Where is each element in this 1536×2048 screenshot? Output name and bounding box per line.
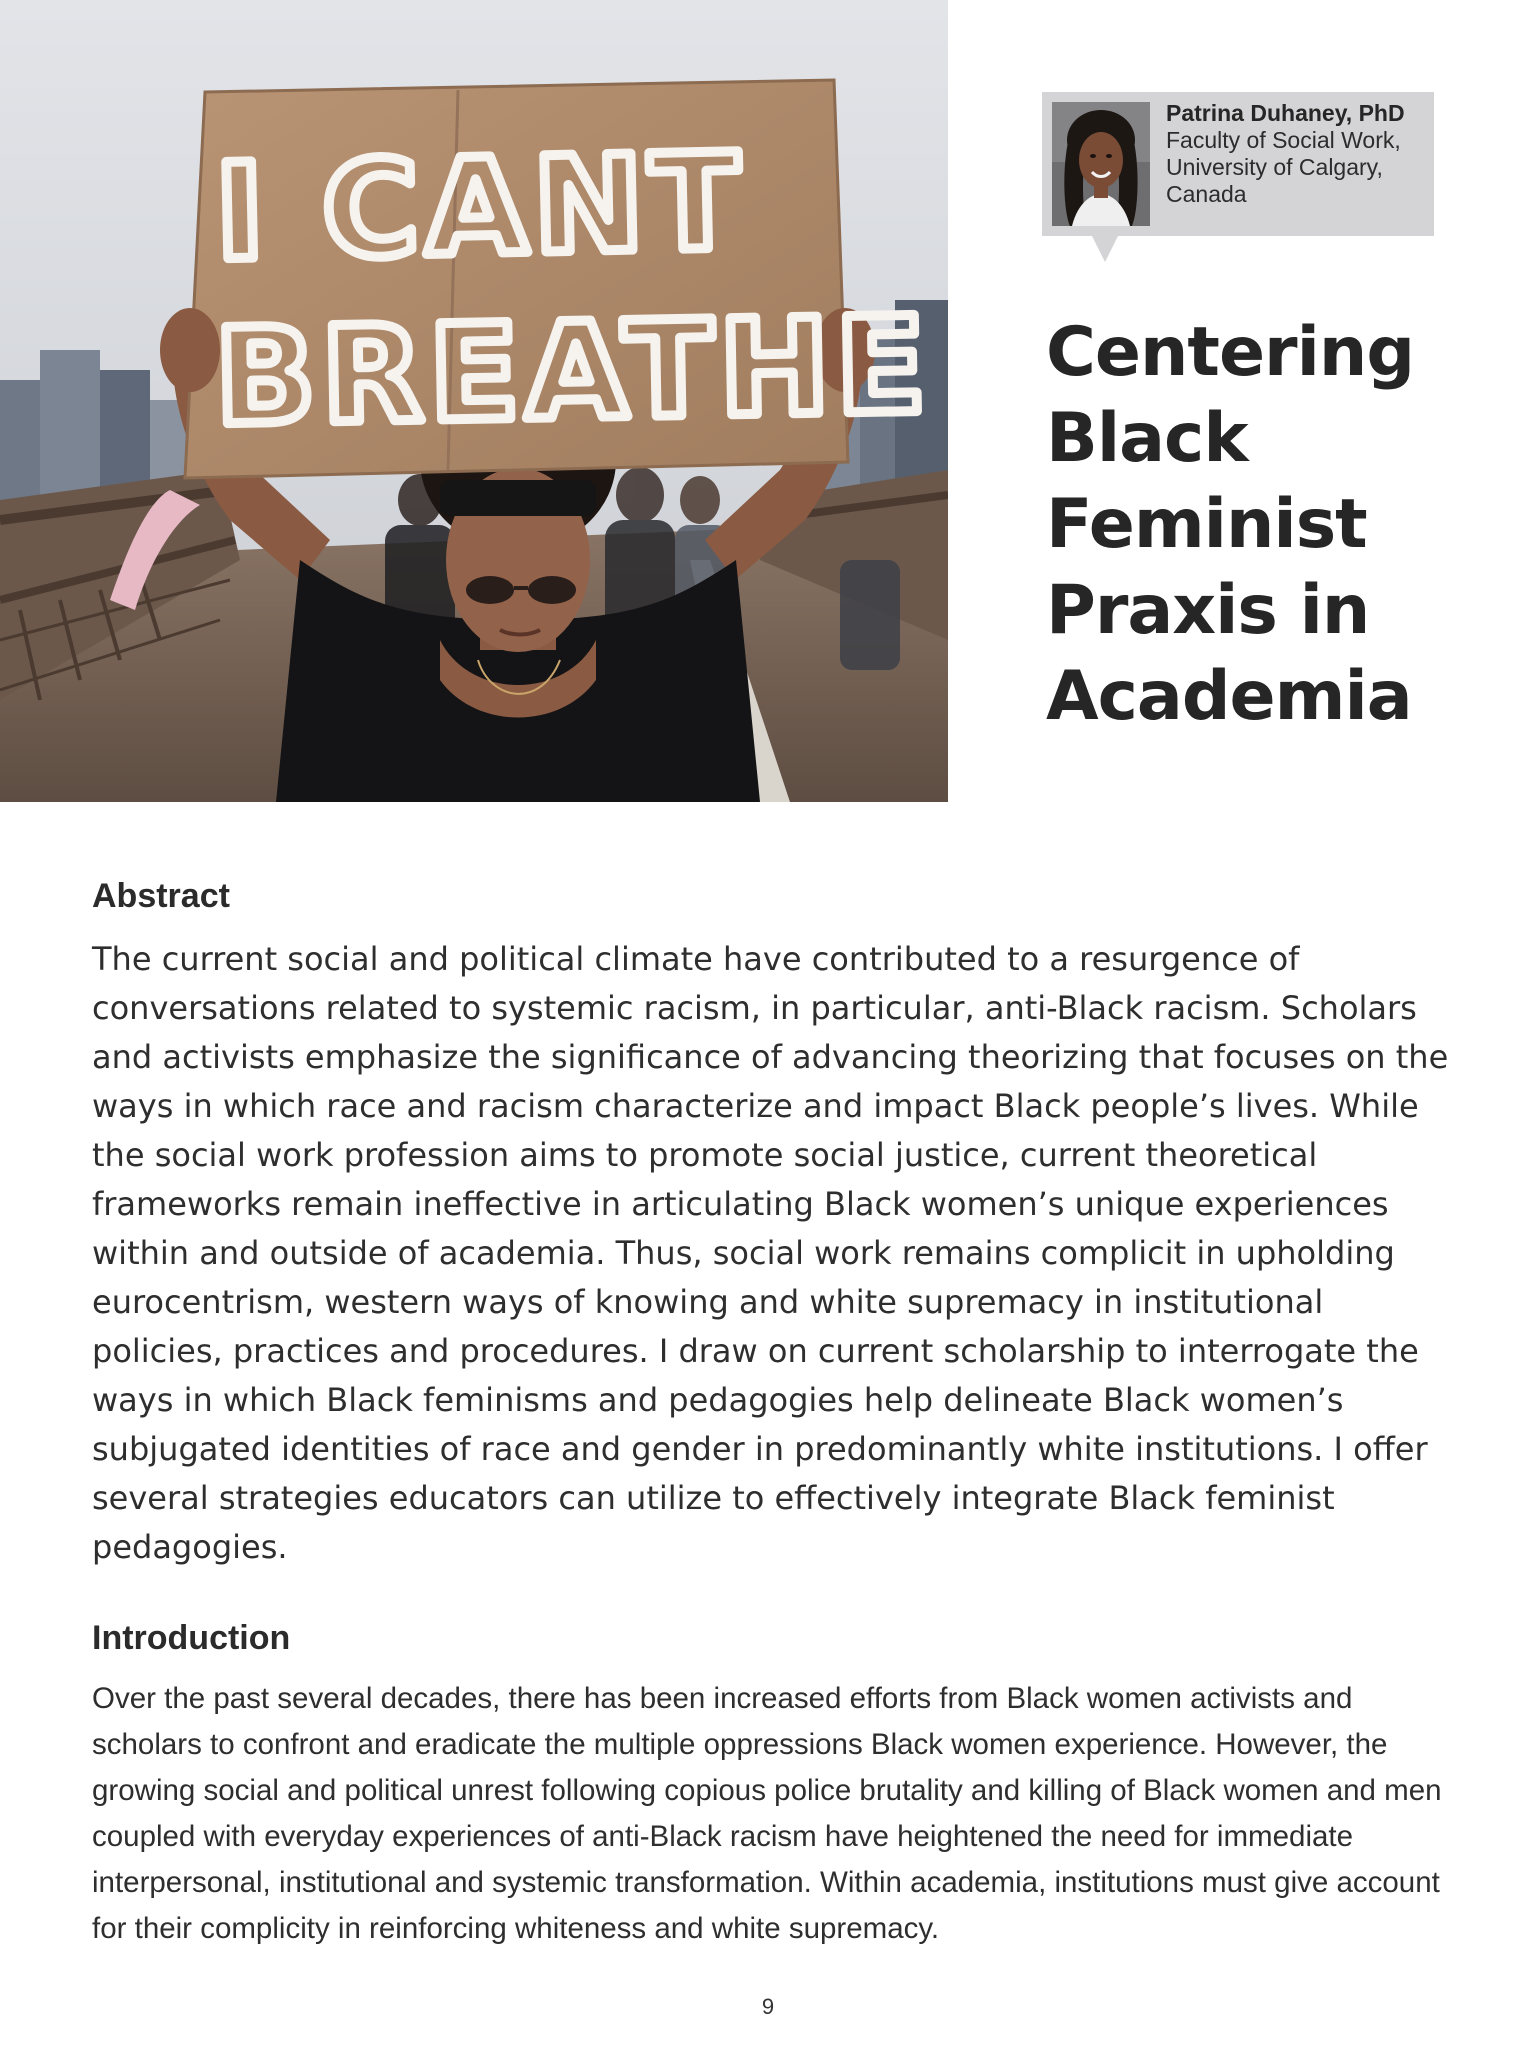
abstract-body: The current social and political climate have contributed to a resurgence of conversations related to systemic racism, in particular, anti-Black racism. Scholars and activists emphasize the significance of advancing theorizing that focuses on the ways in which race and racism characterize and impact Black people’s lives. While the social work profession aims to promote social justice, current theoretical frameworks remain ineffective in articulating Black women’s unique experiences within and outside of academia. Thus, social work remains complicit in upholding eurocentrism, western ways of knowing and white supremacy in institutional policies, practices and procedures. I draw on current scholarship to interrogate the ways in which Black feminisms and pedagogies help delineate Black women’s subjugated identities of race and gender in predominantly white institutions. I offer several strategies educators can utilize to effectively integrate Black feminist pedagogies. bbox=[92, 940, 1449, 1566]
protest-photo-illustration bbox=[0, 0, 948, 802]
author-affiliation-3: Canada bbox=[1166, 181, 1247, 207]
article-title: Centering Black Feminist Praxis in Academia bbox=[1046, 313, 1414, 736]
author-card bbox=[1042, 92, 1434, 236]
sign-line-1: I CANT bbox=[213, 125, 748, 291]
page-number: 9 bbox=[761, 1994, 775, 2019]
abstract-heading: Abstract bbox=[92, 877, 230, 915]
hero-photo bbox=[0, 0, 948, 802]
author-avatar bbox=[1052, 102, 1150, 226]
author-affiliation-2: University of Calgary, bbox=[1166, 154, 1383, 180]
author-portrait-icon bbox=[1052, 102, 1150, 226]
author-name: Patrina Duhaney, PhD bbox=[1166, 100, 1405, 126]
introduction-body: Over the past several decades, there has been increased efforts from Black women activists and scholars to confront and eradicate the multiple oppressions Black women experience. However, the growing social and political unrest following copious police brutality and killing of Black women and men coupled with everyday experiences of anti-Black racism have heightened the need for immediate interpersonal, institutional and systemic transformation. Within academia, institutions must give account for their complicity in reinforcing whiteness and white supremacy. bbox=[92, 1682, 1442, 1945]
author-affiliation-1: Faculty of Social Work, bbox=[1166, 127, 1401, 153]
introduction-heading: Introduction bbox=[92, 1619, 291, 1657]
sign-line-2: BREATHE bbox=[213, 288, 934, 456]
author-info bbox=[1166, 100, 1426, 208]
protest-sign bbox=[160, 80, 933, 478]
